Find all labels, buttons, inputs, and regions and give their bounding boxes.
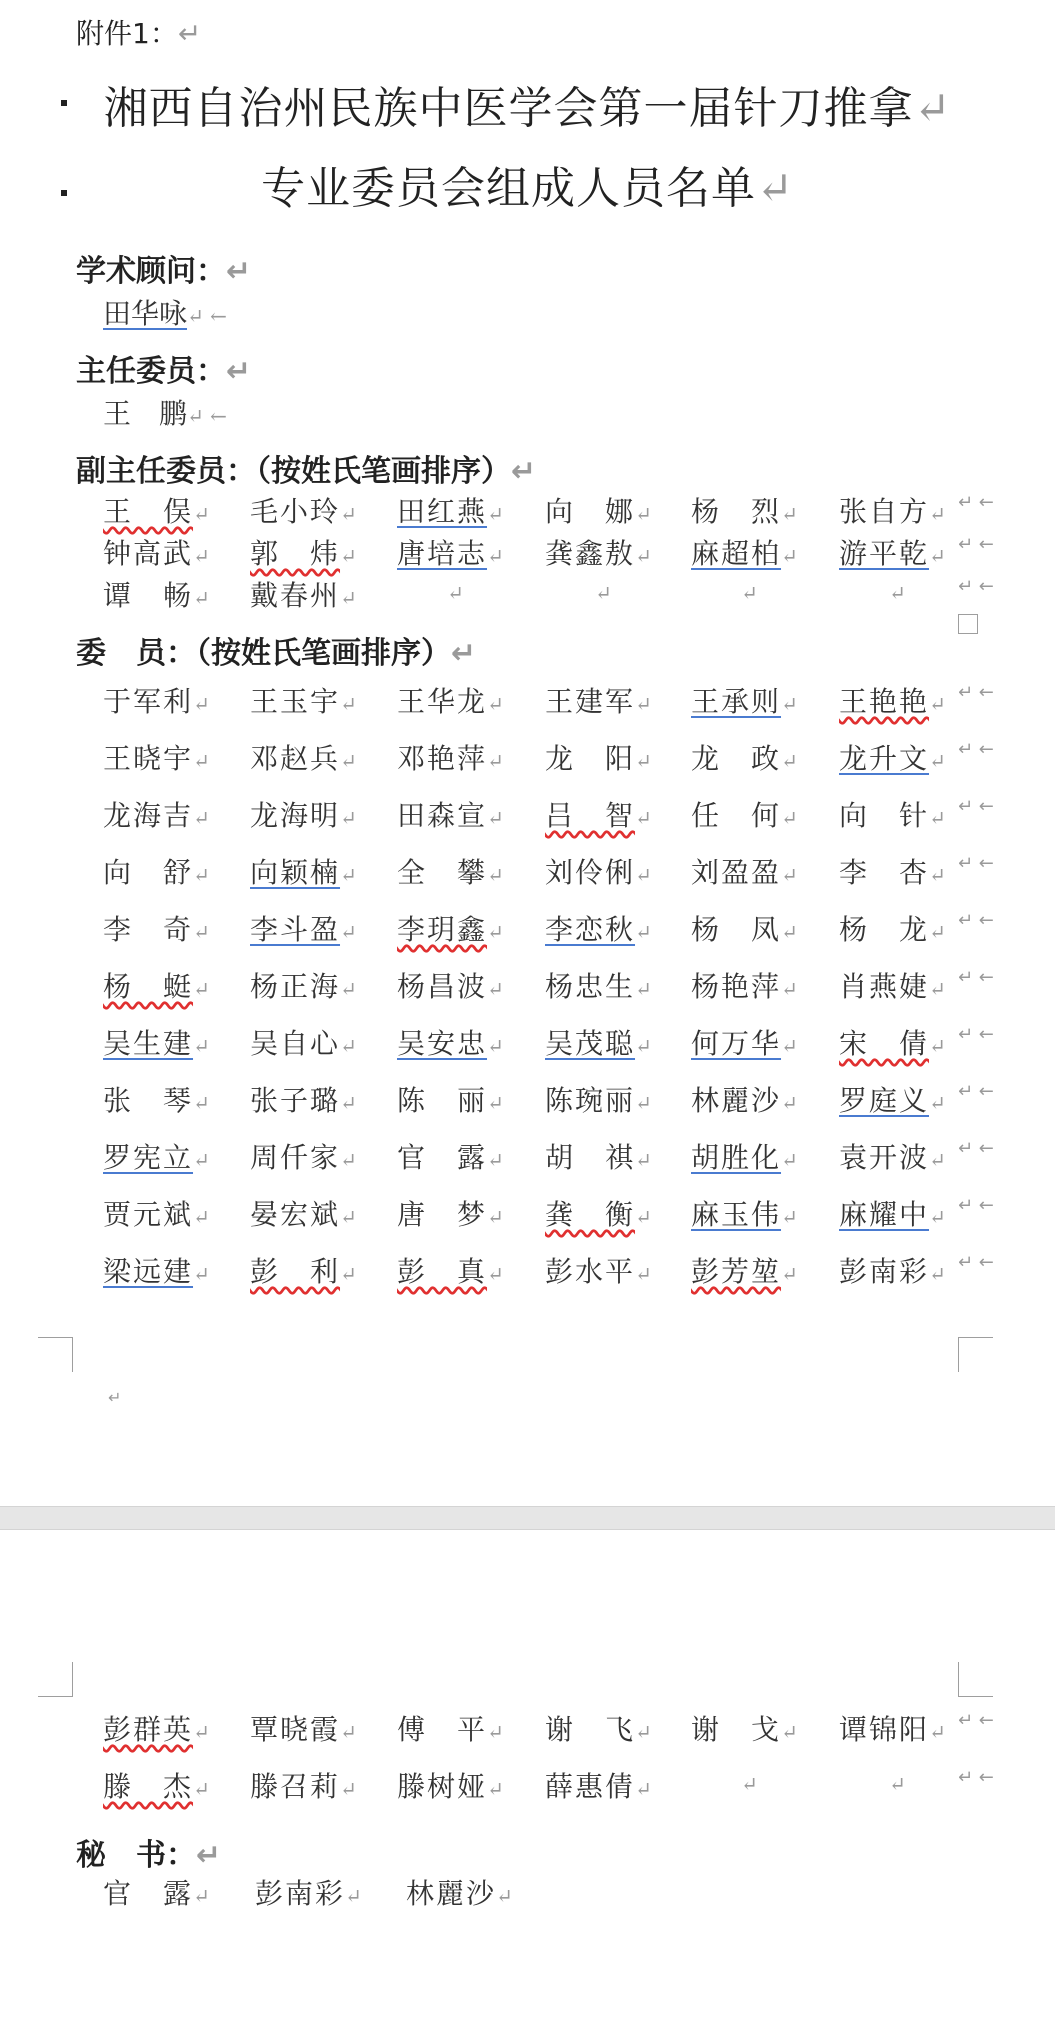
name-cell: 肖燕婕↵ — [839, 970, 948, 1003]
table-row — [0, 851, 1055, 891]
row-end-mark: ↵ ← — [958, 1767, 994, 1788]
name-cell: 贾元斌↵ — [103, 1198, 212, 1231]
table-row — [0, 1022, 1055, 1062]
table-row — [0, 532, 1055, 572]
name-cell: 麻玉伟↵ — [691, 1198, 800, 1231]
row-end-mark: ↵ ← — [958, 534, 994, 555]
page-gap — [0, 1506, 1055, 1530]
name-cell: 龚鑫敖↵ — [545, 537, 654, 570]
table-row — [0, 574, 1055, 614]
table-row — [0, 1136, 1055, 1176]
name-cell: 李玥鑫↵ — [397, 913, 506, 946]
name-cell: 李斗盈↵ — [250, 913, 359, 946]
name-cell: 邓艳萍↵ — [397, 742, 506, 775]
name-cell: 吴自心↵ — [250, 1027, 359, 1060]
name-cell: 谢 飞↵ — [545, 1713, 654, 1746]
margin-corner-icon — [38, 1662, 73, 1697]
name-cell: ↵ — [889, 1772, 908, 1796]
attachment-label: 附件1：↵ — [76, 17, 202, 50]
table-row — [0, 965, 1055, 1005]
name-cell: 郭 炜↵ — [250, 537, 359, 570]
name-cell: 彭 利↵ — [250, 1255, 359, 1288]
name-cell: 于军利↵ — [103, 685, 212, 718]
name-cell: 王晓宇↵ — [103, 742, 212, 775]
name-cell: 吕 智↵ — [545, 799, 654, 832]
name-cell: 梁远建↵ — [103, 1255, 212, 1288]
name-cell: 龙海吉↵ — [103, 799, 212, 832]
name-cell: 钟高武↵ — [103, 537, 212, 570]
name-cell: 张自方↵ — [839, 495, 948, 528]
name-cell: 杨昌波↵ — [397, 970, 506, 1003]
name-cell: 罗宪立↵ — [103, 1141, 212, 1174]
table-row — [0, 1250, 1055, 1290]
name-cell: 向 舒↵ — [103, 856, 212, 889]
row-end-mark: ↵ ← — [958, 853, 994, 874]
row-end-mark: ↵ ← — [958, 576, 994, 597]
table-row — [0, 794, 1055, 834]
name-cell: 吴茂聪↵ — [545, 1027, 654, 1060]
name-cell: 周仟家↵ — [250, 1141, 359, 1174]
name-cell: 傅 平↵ — [397, 1713, 506, 1746]
name-cell: 胡 祺↵ — [545, 1141, 654, 1174]
name-cell: 谭 畅↵ — [103, 579, 212, 612]
table-row — [0, 908, 1055, 948]
name-cell: 李 杏↵ — [839, 856, 948, 889]
row-end-mark: ↵ ← — [958, 1138, 994, 1159]
name-cell: 覃晓霞↵ — [250, 1713, 359, 1746]
name-cell: 彭水平↵ — [545, 1255, 654, 1288]
secretary-name: 官 露↵ — [103, 1877, 212, 1910]
margin-corner-icon — [38, 1337, 73, 1372]
margin-corner-icon — [958, 1662, 993, 1697]
table-row — [0, 1765, 1055, 1805]
name-cell: 王建军↵ — [545, 685, 654, 718]
name-cell: 杨艳萍↵ — [691, 970, 800, 1003]
name-cell: 唐 梦↵ — [397, 1198, 506, 1231]
name-cell: 龙 阳↵ — [545, 742, 654, 775]
name-cell: 刘盈盈↵ — [691, 856, 800, 889]
name-cell: 薛惠倩↵ — [545, 1770, 654, 1803]
name-cell: ↵ — [889, 581, 908, 605]
name-cell: 吴安忠↵ — [397, 1027, 506, 1060]
name-cell: 王华龙↵ — [397, 685, 506, 718]
secretary-name: 彭南彩↵ — [255, 1877, 364, 1910]
name-cell: 彭群英↵ — [103, 1713, 212, 1746]
name-cell: 游平乾↵ — [839, 537, 948, 570]
name-cell: 滕召莉↵ — [250, 1770, 359, 1803]
name-cell: 田森宣↵ — [397, 799, 506, 832]
row-end-mark: ↵ ← — [958, 1195, 994, 1216]
name-cell: 全 攀↵ — [397, 856, 506, 889]
name-cell: 谭锦阳↵ — [839, 1713, 948, 1746]
name-cell: 陈琬丽↵ — [545, 1084, 654, 1117]
name-cell: 向 针↵ — [839, 799, 948, 832]
row-end-mark: ↵ ← — [958, 1710, 994, 1731]
name-cell: 杨 凤↵ — [691, 913, 800, 946]
document-page-2 — [0, 1530, 1055, 2041]
margin-corner-icon — [958, 1337, 993, 1372]
name-cell: 袁开波↵ — [839, 1141, 948, 1174]
name-cell: 杨 龙↵ — [839, 913, 948, 946]
name-cell: 杨正海↵ — [250, 970, 359, 1003]
name-cell: 张子璐↵ — [250, 1084, 359, 1117]
name-cell: 邓赵兵↵ — [250, 742, 359, 775]
table-row — [0, 737, 1055, 777]
row-end-mark: ↵ ← — [958, 492, 994, 513]
name-cell: 田红燕↵ — [397, 495, 506, 528]
secretary-heading: 秘 书：↵ — [76, 1838, 222, 1873]
name-cell: 向 娜↵ — [545, 495, 654, 528]
table-row — [0, 680, 1055, 720]
row-end-mark: ↵ ← — [958, 796, 994, 817]
name-cell: 李恋秋↵ — [545, 913, 654, 946]
row-end-mark: ↵ ← — [958, 682, 994, 703]
name-cell: 张 琴↵ — [103, 1084, 212, 1117]
title-line-2: 专业委员会组成人员名单↵ — [261, 163, 794, 214]
name-cell: 宋 倩↵ — [839, 1027, 948, 1060]
name-cell: 麻耀中↵ — [839, 1198, 948, 1231]
anchor-box-icon — [958, 614, 978, 634]
table-row — [0, 1079, 1055, 1119]
name-cell: 吴生建↵ — [103, 1027, 212, 1060]
name-cell: 龙海明↵ — [250, 799, 359, 832]
table-row — [0, 1708, 1055, 1748]
name-cell: 龙升文↵ — [839, 742, 948, 775]
name-cell: 彭南彩↵ — [839, 1255, 948, 1288]
table-row — [0, 490, 1055, 530]
name-cell: 龙 政↵ — [691, 742, 800, 775]
name-cell: 陈 丽↵ — [397, 1084, 506, 1117]
name-cell: 滕树娅↵ — [397, 1770, 506, 1803]
name-cell: 麻超柏↵ — [691, 537, 800, 570]
row-end-mark: ↵ ← — [958, 1252, 994, 1273]
empty-paragraph-mark: ↵ — [108, 1388, 122, 1407]
name-cell: ↵ — [741, 581, 760, 605]
name-cell: 彭芳堃↵ — [691, 1255, 800, 1288]
name-cell: ↵ — [595, 581, 614, 605]
name-cell: 杨 蜓↵ — [103, 970, 212, 1003]
name-cell: 毛小玲↵ — [250, 495, 359, 528]
name-cell: 王 俣↵ — [103, 495, 212, 528]
members-heading: 委 员：（按姓氏笔画排序）↵ — [76, 636, 477, 671]
name-cell: 戴春州↵ — [250, 579, 359, 612]
name-cell: 任 何↵ — [691, 799, 800, 832]
name-cell: 杨 烈↵ — [691, 495, 800, 528]
name-cell: 彭 真↵ — [397, 1255, 506, 1288]
name-cell: 官 露↵ — [397, 1141, 506, 1174]
title-line-1: 湘西自治州民族中医学会第一届针刀推拿↵ — [103, 83, 952, 134]
name-cell: 李 奇↵ — [103, 913, 212, 946]
name-cell: 滕 杰↵ — [103, 1770, 212, 1803]
table-row — [0, 1193, 1055, 1233]
row-end-mark: ↵ ← — [958, 967, 994, 988]
row-end-mark: ↵ ← — [958, 910, 994, 931]
name-cell: 罗庭义↵ — [839, 1084, 948, 1117]
row-end-mark: ↵ ← — [958, 1081, 994, 1102]
advisor-heading: 学术顾问：↵ — [76, 254, 252, 289]
name-cell: 何万华↵ — [691, 1027, 800, 1060]
name-cell: 刘伶俐↵ — [545, 856, 654, 889]
name-cell: 王玉宇↵ — [250, 685, 359, 718]
name-cell: 杨忠生↵ — [545, 970, 654, 1003]
advisor-name: 田华咏↵ ← — [103, 297, 227, 330]
name-cell: ↵ — [447, 581, 466, 605]
row-end-mark: ↵ ← — [958, 1024, 994, 1045]
vice-directors-heading: 副主任委员：（按姓氏笔画排序）↵ — [76, 454, 537, 489]
director-name: 王 鹏↵ ← — [103, 397, 227, 430]
name-cell: 王承则↵ — [691, 685, 800, 718]
name-cell: 林麗沙↵ — [691, 1084, 800, 1117]
name-cell: 王艳艳↵ — [839, 685, 948, 718]
name-cell: 谢 戈↵ — [691, 1713, 800, 1746]
secretary-name: 林麗沙↵ — [406, 1877, 515, 1910]
name-cell: 晏宏斌↵ — [250, 1198, 359, 1231]
name-cell: 唐培志↵ — [397, 537, 506, 570]
name-cell: 龚 衡↵ — [545, 1198, 654, 1231]
name-cell: 向颖楠↵ — [250, 856, 359, 889]
name-cell: ↵ — [741, 1772, 760, 1796]
row-end-mark: ↵ ← — [958, 739, 994, 760]
director-heading: 主任委员：↵ — [76, 354, 252, 389]
name-cell: 胡胜化↵ — [691, 1141, 800, 1174]
